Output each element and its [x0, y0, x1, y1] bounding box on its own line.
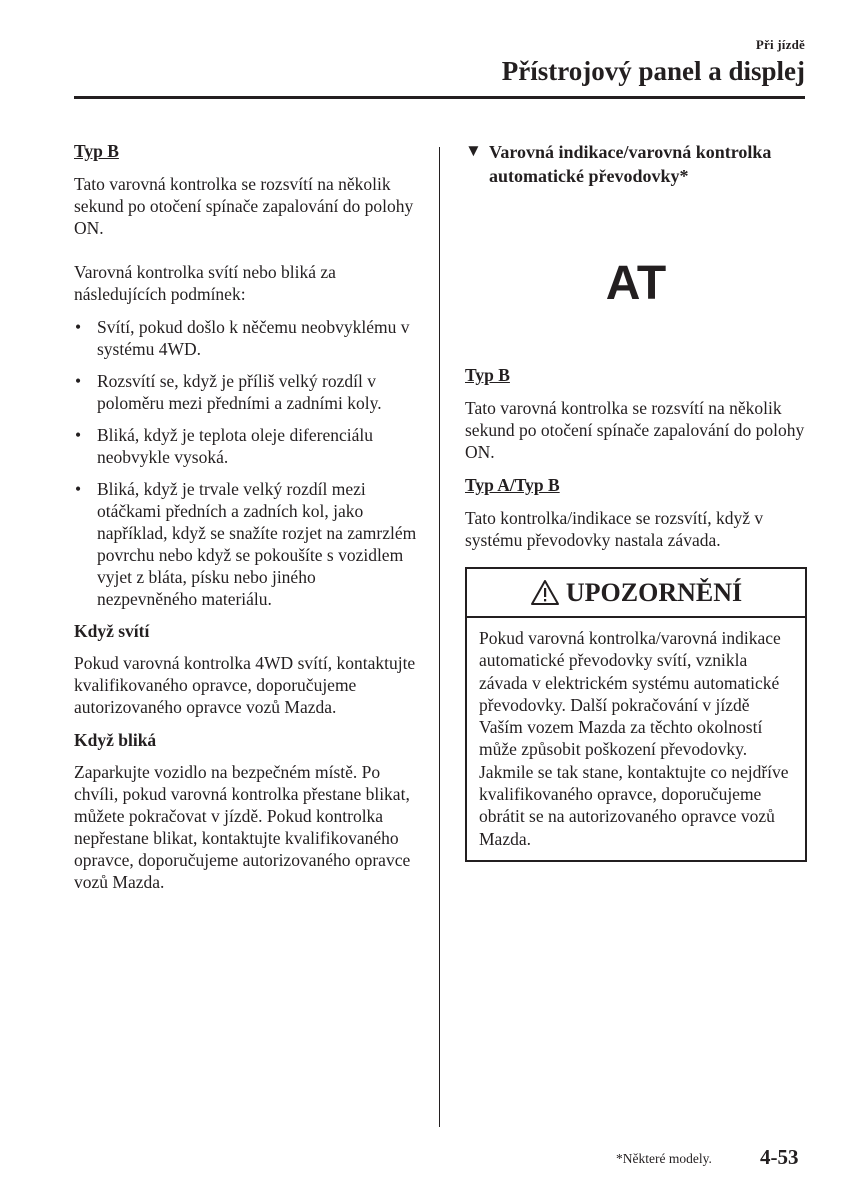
list-item-text: Rozsvítí se, když je příliš velký rozdíl v poloměru mezi předními a zadními koly. [97, 371, 382, 413]
right-column [465, 140, 807, 862]
paragraph-typ-a-typ-b: Tato kontrolka/indikace se rozsvítí, když v systému převodovky nastala závada. [465, 508, 764, 550]
bullet-icon: • [75, 317, 82, 337]
page-title: Přístrojový panel a displej [501, 56, 805, 86]
list-item-text: Bliká, když je trvale velký rozdíl mezi otáčkami předních a zadních kol, jako například, když se snažíte rozjet na zamrzlém povrchu nebo když se pokoušíte s vozidlem vyjet z bláta, písku nebo jiného nezpevněného materiálu. [97, 479, 417, 609]
list-item-text: Svítí, pokud došlo k něčemu neobvyklému v systému 4WD. [97, 317, 410, 359]
section-heading [465, 140, 807, 188]
column-divider [439, 147, 440, 1127]
conditions-list [74, 316, 419, 610]
heading-kdyz-blika: Když bliká [74, 730, 157, 750]
heading-typ-b: Typ B [74, 141, 119, 161]
heading-kdyz-sviti: Když svítí [74, 621, 150, 641]
page-number: 4-53 [760, 1145, 799, 1169]
caution-header [467, 569, 805, 618]
caution-body: Pokud varovná kontrolka/varovná indikace automatické převodovky svítí, vznikla závada v elektrickém systému automatické převodovky. Další pokračování v jízdě Vaším vozem Mazda za těchto okolností může způsobit poškození převodovky. Jakmile se tak stane, kontaktujte co nejdříve kvalifikovaného opravce, doporučujeme obrátit se na autorizovaného opravce vozů Mazda. [479, 628, 789, 849]
bullet-icon: • [75, 425, 82, 445]
warning-triangle-icon [530, 579, 560, 606]
bullet-icon: • [75, 371, 82, 391]
list-item [74, 316, 419, 360]
paragraph-conditions: Varovná kontrolka svítí nebo bliká za následujících podmínek: [74, 262, 336, 304]
footnote: *Některé modely. [616, 1151, 712, 1166]
paragraph-kdyz-sviti: Pokud varovná kontrolka 4WD svítí, kontaktujte kvalifikovaného opravce, doporučujeme autorizovaného opravce vozů Mazda. [74, 653, 416, 717]
header-rule [74, 96, 805, 99]
paragraph-typ-b-right: Tato varovná kontrolka se rozsvítí na několik sekund po otočení spínače zapalování do polohy ON. [465, 398, 805, 462]
section-label: Při jízdě [755, 37, 805, 52]
heading-typ-b-right: Typ B [465, 365, 510, 385]
list-item-text: Bliká, když je teplota oleje diferenciálu neobvykle vysoká. [97, 425, 374, 467]
left-column [74, 140, 419, 904]
heading-typ-a-typ-b: Typ A/Typ B [465, 475, 560, 495]
paragraph-kdyz-blika: Zaparkujte vozidlo na bezpečném místě. Po chvíli, pokud varovná kontrolka přestane blikat, můžete pokračovat v jízdě. Pokud kontrolka nepřestane blikat, kontaktujte kvalifikovaného opravce, doporučujeme autorizovaného opravce vozů Mazda. [74, 762, 411, 892]
caution-title: UPOZORNĚNÍ [565, 577, 743, 607]
section-heading-text: Varovná indikace/varovná kontrolka automatické převodovky* [489, 142, 772, 186]
caution-box [465, 567, 807, 862]
paragraph-typ-b: Tato varovná kontrolka se rozsvítí na několik sekund po otočení spínače zapalování do polohy ON. [74, 174, 414, 238]
list-item [74, 424, 419, 468]
triangle-down-icon: ▼ [465, 141, 482, 160]
list-item [74, 478, 419, 610]
bullet-icon: • [75, 479, 82, 499]
list-item [74, 370, 419, 414]
at-warning-symbol: AT [605, 257, 667, 310]
